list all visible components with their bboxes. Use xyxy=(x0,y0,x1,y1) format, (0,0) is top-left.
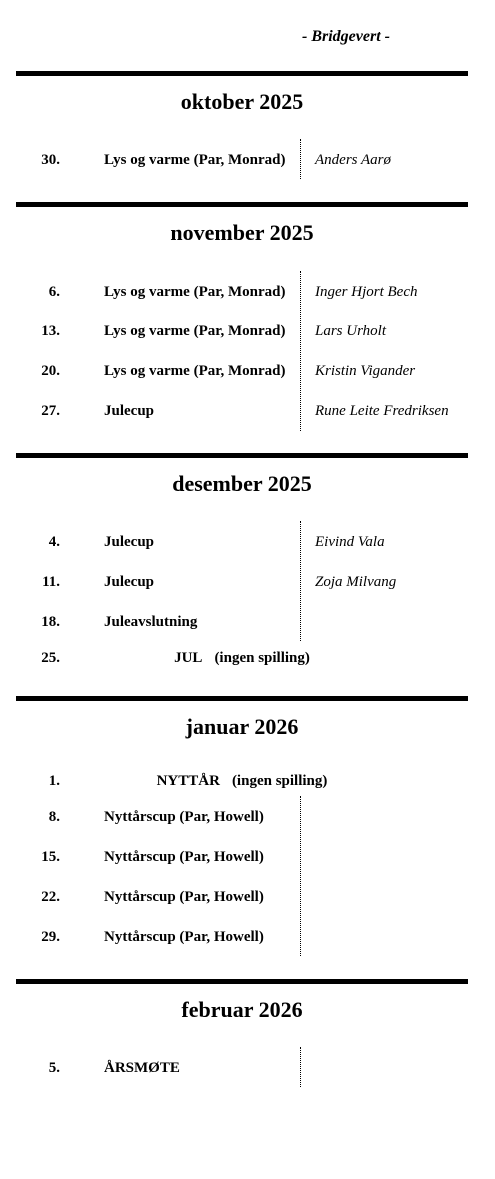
host-name: Inger Hjort Bech xyxy=(315,284,418,300)
event-name: Lys og varme (Par, Monrad) xyxy=(104,363,286,379)
row-date: 5. xyxy=(48,1060,60,1076)
holiday-label: JUL xyxy=(174,650,203,666)
month-title: oktober 2025 xyxy=(180,89,304,114)
no-play-note: (ingen spilling) xyxy=(231,773,328,789)
month-section xyxy=(16,979,468,1179)
schedule-row xyxy=(16,885,468,909)
host-name: Lars Urholt xyxy=(315,323,387,339)
section-divider xyxy=(16,696,468,701)
row-date: 13. xyxy=(41,323,60,339)
month-title: januar 2026 xyxy=(185,714,299,739)
row-date: 11. xyxy=(42,574,60,590)
section-divider xyxy=(16,202,468,207)
no-play-note: (ingen spilling) xyxy=(214,650,310,666)
event-name: Nyttårscup (Par, Howell) xyxy=(104,809,264,825)
event-name: Nyttårscup (Par, Howell) xyxy=(104,849,264,865)
event-name: Lys og varme (Par, Monrad) xyxy=(104,323,286,339)
row-date: 22. xyxy=(41,889,60,905)
section-divider xyxy=(16,71,468,76)
event-name: Lys og varme (Par, Monrad) xyxy=(104,284,286,300)
schedule-row xyxy=(16,319,468,343)
schedule-row xyxy=(16,769,468,793)
row-date: 18. xyxy=(41,614,60,630)
event-name: Julecup xyxy=(104,534,155,550)
row-date: 20. xyxy=(41,363,60,379)
row-date: 30. xyxy=(41,152,60,168)
schedule-row xyxy=(16,805,468,829)
section-divider xyxy=(16,453,468,458)
schedule-row xyxy=(16,925,468,949)
event-name: Lys og varme (Par, Monrad) xyxy=(104,152,286,168)
schedule-row xyxy=(16,570,468,594)
row-date: 6. xyxy=(48,284,60,300)
event-name: Nyttårscup (Par, Howell) xyxy=(104,889,264,905)
host-name: Rune Leite Fredriksen xyxy=(315,403,449,419)
schedule-row xyxy=(16,646,468,670)
event-name: Nyttårscup (Par, Howell) xyxy=(104,929,264,945)
schedule-row xyxy=(16,399,468,423)
event-name: ÅRSMØTE xyxy=(104,1060,180,1076)
no-play-notice xyxy=(76,769,408,793)
column-header-bridgevert: - Bridgevert - xyxy=(302,28,390,45)
no-play-notice xyxy=(76,646,408,670)
month-title: februar 2026 xyxy=(181,997,303,1022)
event-name: Julecup xyxy=(104,574,155,590)
host-name: Kristin Vigander xyxy=(315,363,416,379)
host-name: Eivind Vala xyxy=(315,534,385,550)
schedule-row xyxy=(16,148,468,172)
schedule-row xyxy=(16,610,468,634)
month-title: november 2025 xyxy=(170,220,314,245)
row-date: 27. xyxy=(41,403,60,419)
row-date: 4. xyxy=(48,534,60,550)
month-section xyxy=(16,696,468,945)
schedule-row xyxy=(16,359,468,383)
schedule-row xyxy=(16,1056,468,1080)
event-name: Juleavslutning xyxy=(104,614,198,630)
section-divider xyxy=(16,979,468,984)
event-name: Julecup xyxy=(104,403,155,419)
holiday-label: NYTTÅR xyxy=(156,773,220,789)
month-section xyxy=(16,453,468,666)
schedule-row xyxy=(16,280,468,304)
host-name: Zoja Milvang xyxy=(315,574,397,590)
schedule-row xyxy=(16,530,468,554)
row-date: 25. xyxy=(41,650,60,666)
host-name: Anders Aarø xyxy=(315,152,391,168)
row-date: 29. xyxy=(41,929,60,945)
schedule-row xyxy=(16,845,468,869)
row-date: 15. xyxy=(41,849,60,865)
month-title: desember 2025 xyxy=(172,471,312,496)
month-section xyxy=(16,202,468,419)
row-date: 8. xyxy=(48,809,60,825)
row-date: 1. xyxy=(48,773,60,789)
